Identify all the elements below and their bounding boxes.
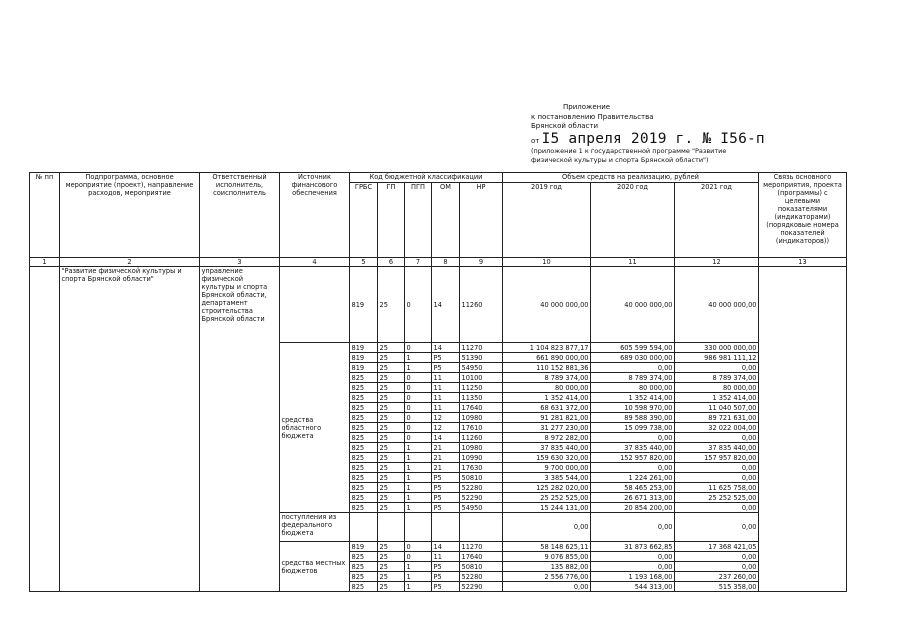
code-cell: 1 <box>405 562 432 572</box>
code-cell: 825 <box>350 493 378 503</box>
code-cell: 25 <box>378 582 405 592</box>
column-number: 6 <box>378 258 405 267</box>
amount-cell: 0,00 <box>591 463 675 473</box>
column-number-row <box>30 258 847 267</box>
amount-cell: 0,00 <box>675 473 759 483</box>
code-cell: 1 <box>405 582 432 592</box>
code-cell: 17640 <box>460 403 503 413</box>
amount-cell: 152 957 820,00 <box>591 453 675 463</box>
code-cell: 825 <box>350 503 378 513</box>
code-cell: 11 <box>432 552 460 562</box>
amount-cell: 2 556 776,00 <box>503 572 591 582</box>
column-number: 5 <box>350 258 378 267</box>
code-cell: 25 <box>378 433 405 443</box>
header-line-6: физической культуры и спорта Брянской области") <box>531 156 709 165</box>
code-cell: 1 <box>405 503 432 513</box>
code-cell: 51390 <box>460 353 503 363</box>
code-cell <box>405 513 432 542</box>
code-cell: 25 <box>378 483 405 493</box>
amount-cell: 40 000 000,00 <box>591 267 675 343</box>
header-np: НР <box>460 183 503 258</box>
amount-cell: 89 588 390,00 <box>591 413 675 423</box>
amount-cell: 0,00 <box>591 513 675 542</box>
header-subprogram: Подпрограмма, основное мероприятие (проект), направление расходов, мероприятие <box>60 173 200 258</box>
program-name: "Развитие физической культуры и спорта Брянской области" <box>60 267 200 592</box>
code-cell: 25 <box>378 363 405 373</box>
column-number: 10 <box>503 258 591 267</box>
funding-table <box>29 172 847 592</box>
amount-cell: 0,00 <box>503 513 591 542</box>
amount-cell: 1 193 168,00 <box>591 572 675 582</box>
amount-cell: 37 835 440,00 <box>675 443 759 453</box>
code-cell: 17630 <box>460 463 503 473</box>
code-cell: 1 <box>405 463 432 473</box>
code-cell: 11 <box>432 373 460 383</box>
amount-cell: 8 789 374,00 <box>503 373 591 383</box>
code-cell: 17640 <box>460 552 503 562</box>
amount-cell: 40 000 000,00 <box>503 267 591 343</box>
code-cell: 1 <box>405 473 432 483</box>
code-cell <box>432 513 460 542</box>
code-cell: 25 <box>378 503 405 513</box>
code-cell: 25 <box>378 343 405 353</box>
code-cell: 14 <box>432 267 460 343</box>
code-cell: 825 <box>350 433 378 443</box>
code-cell: P5 <box>432 353 460 363</box>
document-header <box>531 103 765 166</box>
header-link: Связь основного мероприятия, проекта (программы) с целевыми показателями (индикаторами) (порядковые номера показателей (индикаторов)) <box>759 173 847 258</box>
amount-cell: 0,00 <box>675 552 759 562</box>
code-cell <box>350 513 378 542</box>
header-source: Источник финансового обеспечения <box>280 173 350 258</box>
header-funds: Объем средств на реализацию, рублей <box>503 173 759 183</box>
code-cell: 14 <box>432 433 460 443</box>
header-date-line <box>531 132 765 147</box>
code-cell <box>460 513 503 542</box>
code-cell: 10100 <box>460 373 503 383</box>
amount-cell: 135 882,00 <box>503 562 591 572</box>
header-from: от <box>531 136 540 145</box>
amount-cell: 544 313,00 <box>591 582 675 592</box>
code-cell: 11 <box>432 403 460 413</box>
amount-cell: 1 104 823 877,17 <box>503 343 591 353</box>
header-line-5: (приложение 1 к государственной программе "Развитие <box>531 146 727 155</box>
header-line-1: Приложение <box>563 103 611 111</box>
code-cell: 825 <box>350 393 378 403</box>
amount-cell: 1 352 414,00 <box>591 393 675 403</box>
code-cell: 825 <box>350 463 378 473</box>
header-2020: 2020 год <box>591 183 675 258</box>
header-om: ОМ <box>432 183 460 258</box>
amount-cell: 8 972 282,00 <box>503 433 591 443</box>
table-row <box>30 267 847 343</box>
amount-cell: 515 358,00 <box>675 582 759 592</box>
amount-cell: 237 260,00 <box>675 572 759 582</box>
amount-cell: 605 599 594,00 <box>591 343 675 353</box>
header-pgp: ПГП <box>405 183 432 258</box>
code-cell: 11350 <box>460 393 503 403</box>
amount-cell: 0,00 <box>503 582 591 592</box>
amount-cell: 32 022 004,00 <box>675 423 759 433</box>
code-cell: 825 <box>350 582 378 592</box>
code-cell: P5 <box>432 363 460 373</box>
code-cell: 11270 <box>460 343 503 353</box>
code-cell: 25 <box>378 373 405 383</box>
header-gp: ГП <box>378 183 405 258</box>
code-cell: 50810 <box>460 562 503 572</box>
code-cell: P5 <box>432 582 460 592</box>
code-cell: 25 <box>378 453 405 463</box>
code-cell: 11260 <box>460 433 503 443</box>
code-cell: 14 <box>432 542 460 552</box>
code-cell: 819 <box>350 267 378 343</box>
code-cell: 0 <box>405 552 432 562</box>
amount-cell: 0,00 <box>591 433 675 443</box>
column-number: 13 <box>759 258 847 267</box>
code-cell: 1 <box>405 453 432 463</box>
code-cell: 10980 <box>460 413 503 423</box>
code-cell: 0 <box>405 343 432 353</box>
code-cell: 21 <box>432 443 460 453</box>
code-cell: 25 <box>378 353 405 363</box>
code-cell: 819 <box>350 363 378 373</box>
column-number: 12 <box>675 258 759 267</box>
amount-cell: 80 000,00 <box>675 383 759 393</box>
code-cell: 0 <box>405 267 432 343</box>
code-cell: 25 <box>378 473 405 483</box>
amount-cell: 986 981 111,12 <box>675 353 759 363</box>
code-cell: 54950 <box>460 503 503 513</box>
header-line-3: Брянской области <box>531 122 599 131</box>
header-2019: 2019 год <box>503 183 591 258</box>
source-federal-budget: поступления из федерального бюджета <box>280 513 350 542</box>
code-cell: 21 <box>432 463 460 473</box>
amount-cell: 17 368 421,05 <box>675 542 759 552</box>
amount-cell: 125 282 020,00 <box>503 483 591 493</box>
code-cell: 11250 <box>460 383 503 393</box>
code-cell: 25 <box>378 562 405 572</box>
code-cell: 11 <box>432 393 460 403</box>
amount-cell: 25 252 525,00 <box>675 493 759 503</box>
code-cell: 25 <box>378 423 405 433</box>
amount-cell: 0,00 <box>591 562 675 572</box>
code-cell: 0 <box>405 393 432 403</box>
amount-cell: 8 789 374,00 <box>675 373 759 383</box>
code-cell: 52280 <box>460 483 503 493</box>
code-cell: 1 <box>405 363 432 373</box>
amount-cell: 3 385 544,00 <box>503 473 591 483</box>
code-cell: 825 <box>350 483 378 493</box>
code-cell: 11 <box>432 383 460 393</box>
header-responsible: Ответственный исполнитель, соисполнитель <box>200 173 280 258</box>
code-cell: 50810 <box>460 473 503 483</box>
code-cell: 825 <box>350 373 378 383</box>
code-cell: 1 <box>405 353 432 363</box>
header-grbs: ГРБС <box>350 183 378 258</box>
amount-cell: 1 352 414,00 <box>675 393 759 403</box>
code-cell: P5 <box>432 572 460 582</box>
code-cell: 52290 <box>460 582 503 592</box>
code-cell: 825 <box>350 443 378 453</box>
code-cell: 12 <box>432 423 460 433</box>
responsible-executor: управление физической культуры и спорта Брянской области, департамент строительства Брянской области <box>200 267 280 592</box>
amount-cell: 0,00 <box>675 463 759 473</box>
code-cell: 54950 <box>460 363 503 373</box>
code-cell: 0 <box>405 423 432 433</box>
amount-cell: 330 000 000,00 <box>675 343 759 353</box>
amount-cell: 10 598 970,00 <box>591 403 675 413</box>
amount-cell: 0,00 <box>675 562 759 572</box>
code-cell: 25 <box>378 463 405 473</box>
amount-cell: 89 721 631,00 <box>675 413 759 423</box>
code-cell: P5 <box>432 493 460 503</box>
amount-cell: 110 152 881,36 <box>503 363 591 373</box>
code-cell: P5 <box>432 483 460 493</box>
code-cell: 25 <box>378 403 405 413</box>
code-cell: 25 <box>378 413 405 423</box>
code-cell: 1 <box>405 572 432 582</box>
code-cell: 819 <box>350 343 378 353</box>
column-number: 8 <box>432 258 460 267</box>
source-cell <box>280 267 350 343</box>
code-cell: P5 <box>432 503 460 513</box>
code-cell: 825 <box>350 552 378 562</box>
header-date: I5 апреля 2019 г. № I56-п <box>541 130 765 147</box>
amount-cell: 80 000,00 <box>591 383 675 393</box>
code-cell: 825 <box>350 403 378 413</box>
amount-cell: 11 625 758,00 <box>675 483 759 493</box>
amount-cell: 9 700 000,00 <box>503 463 591 473</box>
code-cell: 25 <box>378 493 405 503</box>
amount-cell: 0,00 <box>675 433 759 443</box>
column-number: 4 <box>280 258 350 267</box>
code-cell: 0 <box>405 403 432 413</box>
amount-cell: 58 148 625,11 <box>503 542 591 552</box>
code-cell: P5 <box>432 473 460 483</box>
code-cell: 52280 <box>460 572 503 582</box>
code-cell: 1 <box>405 493 432 503</box>
header-line-2: к постановлению Правительства <box>531 112 654 121</box>
amount-cell: 25 252 525,00 <box>503 493 591 503</box>
amount-cell: 91 281 821,00 <box>503 413 591 423</box>
code-cell: 0 <box>405 383 432 393</box>
code-cell: 10980 <box>460 443 503 453</box>
code-cell: 11260 <box>460 267 503 343</box>
column-number: 9 <box>460 258 503 267</box>
column-number: 7 <box>405 258 432 267</box>
header-num: № пп <box>30 173 60 258</box>
code-cell: 825 <box>350 572 378 582</box>
amount-cell: 0,00 <box>591 363 675 373</box>
amount-cell: 0,00 <box>591 552 675 562</box>
amount-cell: 31 277 230,00 <box>503 423 591 433</box>
code-cell: 25 <box>378 267 405 343</box>
amount-cell: 68 631 372,00 <box>503 403 591 413</box>
amount-cell: 689 030 000,00 <box>591 353 675 363</box>
code-cell: 52290 <box>460 493 503 503</box>
code-cell: 825 <box>350 413 378 423</box>
link-cell <box>759 267 847 592</box>
code-cell: 1 <box>405 483 432 493</box>
amount-cell: 0,00 <box>675 503 759 513</box>
amount-cell: 20 854 200,00 <box>591 503 675 513</box>
code-cell: 25 <box>378 393 405 403</box>
amount-cell: 11 040 507,00 <box>675 403 759 413</box>
code-cell <box>378 513 405 542</box>
code-cell: 825 <box>350 562 378 572</box>
source-local-budget: средства местных бюджетов <box>280 542 350 592</box>
amount-cell: 157 957 820,00 <box>675 453 759 463</box>
code-cell: 17610 <box>460 423 503 433</box>
column-number: 2 <box>60 258 200 267</box>
amount-cell: 58 465 253,00 <box>591 483 675 493</box>
amount-cell: 1 352 414,00 <box>503 393 591 403</box>
code-cell: 0 <box>405 433 432 443</box>
code-cell: 0 <box>405 413 432 423</box>
code-cell: 25 <box>378 443 405 453</box>
column-number: 11 <box>591 258 675 267</box>
amount-cell: 15 244 131,00 <box>503 503 591 513</box>
amount-cell: 40 000 000,00 <box>675 267 759 343</box>
code-cell: 0 <box>405 373 432 383</box>
code-cell: 25 <box>378 552 405 562</box>
code-cell: 819 <box>350 542 378 552</box>
code-cell: 25 <box>378 542 405 552</box>
column-number: 3 <box>200 258 280 267</box>
code-cell: 825 <box>350 383 378 393</box>
amount-cell: 0,00 <box>675 363 759 373</box>
code-cell: 10990 <box>460 453 503 463</box>
amount-cell: 37 835 440,00 <box>503 443 591 453</box>
amount-cell: 1 224 261,00 <box>591 473 675 483</box>
code-cell: 0 <box>405 542 432 552</box>
amount-cell: 159 630 320,00 <box>503 453 591 463</box>
amount-cell: 37 835 440,00 <box>591 443 675 453</box>
code-cell: 11270 <box>460 542 503 552</box>
amount-cell: 80 000,00 <box>503 383 591 393</box>
code-cell: 12 <box>432 413 460 423</box>
code-cell: P5 <box>432 562 460 572</box>
row-number <box>30 267 60 592</box>
code-cell: 819 <box>350 353 378 363</box>
header-2021: 2021 год <box>675 183 759 258</box>
amount-cell: 8 789 374,00 <box>591 373 675 383</box>
header-budget-code: Код бюджетной классификации <box>350 173 503 183</box>
code-cell: 825 <box>350 453 378 463</box>
source-regional-budget: средства областного бюджета <box>280 343 350 513</box>
code-cell: 1 <box>405 443 432 453</box>
code-cell: 25 <box>378 383 405 393</box>
amount-cell: 31 873 662,85 <box>591 542 675 552</box>
amount-cell: 15 099 738,00 <box>591 423 675 433</box>
column-number: 1 <box>30 258 60 267</box>
code-cell: 21 <box>432 453 460 463</box>
amount-cell: 661 890 000,00 <box>503 353 591 363</box>
code-cell: 825 <box>350 473 378 483</box>
code-cell: 14 <box>432 343 460 353</box>
code-cell: 25 <box>378 572 405 582</box>
code-cell: 825 <box>350 423 378 433</box>
amount-cell: 9 076 855,00 <box>503 552 591 562</box>
amount-cell: 26 671 313,00 <box>591 493 675 503</box>
amount-cell: 0,00 <box>675 513 759 542</box>
